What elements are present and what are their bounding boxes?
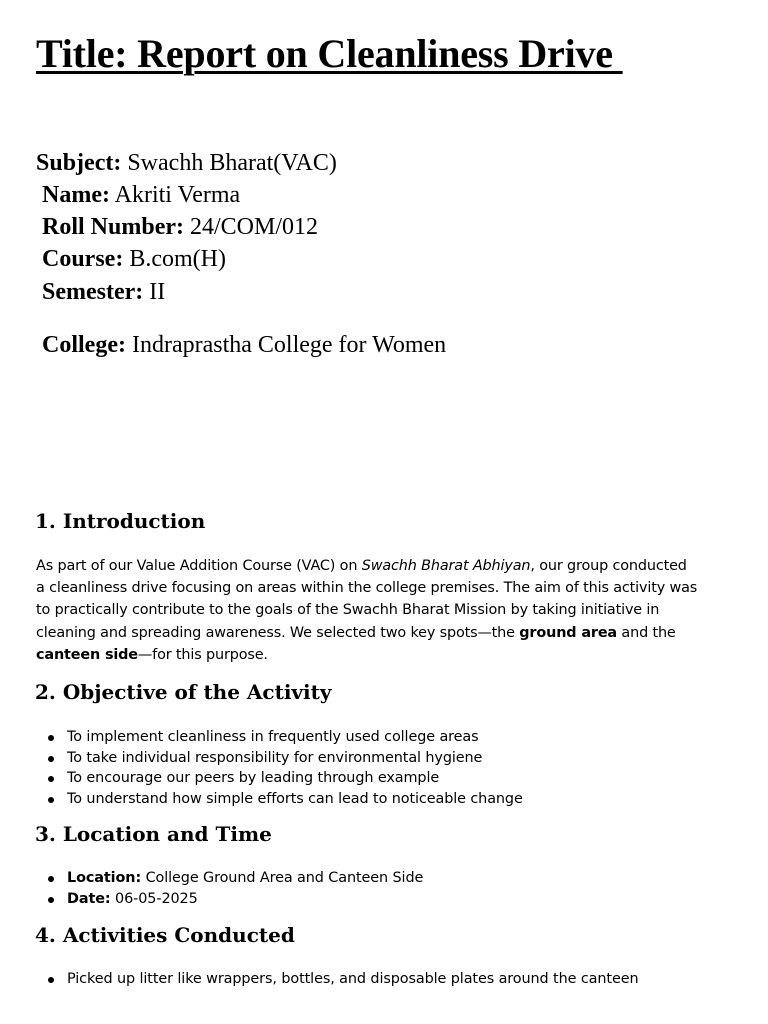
text-run: As part of our Value Addition Course (VAC) on [36,558,362,574]
paragraph-line [36,644,736,666]
course-value: B.com(H) [123,246,226,272]
document-title: Title: Report on Cleanliness Drive [36,31,623,76]
subject-value: Swachh Bharat(VAC) [121,150,337,176]
subject-line [36,148,337,178]
college-line [42,330,446,360]
list-item: To take individual responsibility for environmental hygiene [46,748,523,769]
text-run: —for this purpose. [137,646,268,663]
location-value: College Ground Area and Canteen Side [141,870,424,886]
course-line [42,244,226,274]
semester-label: Semester: [42,279,144,305]
list-item: To implement cleanliness in frequently used college areas [46,727,523,748]
list-item: Picked up litter like wrappers, bottles, and disposable plates around the canteen [46,969,638,990]
location-label: Location: [67,870,142,886]
introduction-paragraph [36,555,736,666]
objective-list [46,727,523,809]
ground-area-strong: ground area [519,624,617,641]
paragraph-line [36,622,736,644]
roll-number-label: Roll Number: [42,214,184,240]
location-heading: 3. Location and Time [35,822,272,846]
course-label: Course: [42,246,124,272]
list-item [46,868,423,889]
paragraph-line [36,555,736,577]
semester-value: II [143,279,166,305]
date-label: Date: [67,890,111,907]
name-label: Name: [42,182,110,208]
introduction-heading: 1. Introduction [35,509,206,533]
roll-number-value: 24/COM/012 [183,214,318,240]
objective-heading: 2. Objective of the Activity [35,680,332,704]
text-run: cleaning and spreading awareness. We selected two key spots—the [36,624,520,641]
name-line [42,180,240,210]
location-list [46,868,423,909]
roll-number-line [42,212,318,242]
text-run: , our group conducted [530,558,687,574]
college-label: College: [42,332,126,358]
subject-label: Subject: [36,150,122,176]
activities-heading: 4. Activities Conducted [35,923,295,947]
course-name-emphasis: Swachh Bharat Abhiyan [361,558,531,574]
activities-list [46,969,638,990]
college-value: Indraprastha College for Women [125,332,447,358]
canteen-side-strong: canteen side [36,646,138,663]
semester-line [42,277,165,307]
list-item: To understand how simple efforts can lead to noticeable change [46,789,523,810]
paragraph-line: to practically contribute to the goals of the Swachh Bharat Mission by taking initiative in [36,602,660,619]
name-value: Akriti Verma [109,182,241,208]
paragraph-line: a cleanliness drive focusing on areas within the college premises. The aim of this activity was [36,580,698,597]
list-item [46,889,423,910]
text-run: and the [617,624,676,641]
date-value: 06-05-2025 [110,890,198,907]
list-item: To encourage our peers by leading through example [46,768,523,789]
